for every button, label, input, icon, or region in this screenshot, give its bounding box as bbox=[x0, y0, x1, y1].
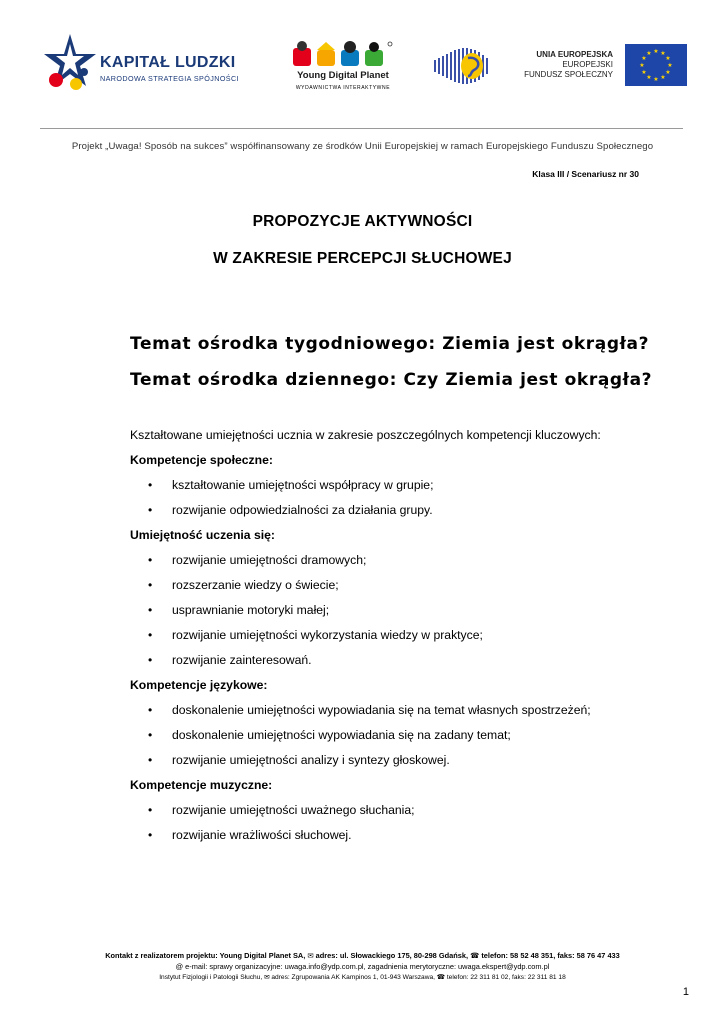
list-item: • rozwijanie wrażliwości słuchowej. bbox=[148, 828, 352, 842]
list-item: • rozwijanie umiejętności analizy i syntezy głoskowej. bbox=[148, 753, 450, 767]
footer-institute-line: Instytut Fizjologii i Patologii Słuchu, ✉ adres: Zgrupowania AK Kampinos 1, 01-943 Warszawa, ☎ telefon: 22 311 81 02, faks: 22 311 81 18 bbox=[159, 974, 566, 981]
kapital-ludzki-star-icon bbox=[42, 32, 98, 98]
svg-text:★: ★ bbox=[646, 50, 652, 57]
class-scenario-label: Klasa III / Scenariusz nr 30 bbox=[532, 169, 639, 179]
svg-text:★: ★ bbox=[667, 62, 673, 69]
eu-line-3: FUNDUSZ SPOŁECZNY bbox=[524, 70, 613, 79]
doc-title-line-2: W ZAKRESIE PERCEPCJI SŁUCHOWEJ bbox=[213, 250, 512, 267]
kapital-ludzki-logo bbox=[42, 32, 257, 98]
svg-text:★: ★ bbox=[665, 69, 671, 76]
page-number: 1 bbox=[682, 986, 689, 998]
ydp-figures-icon bbox=[291, 40, 395, 70]
eu-line-1: UNIA EUROPEJSKA bbox=[536, 50, 613, 59]
intro-text: Kształtowane umiejętności ucznia w zakresie poszczególnych kompetencji kluczowych: bbox=[130, 428, 601, 442]
bullet-icon: • bbox=[148, 653, 153, 667]
list-item: • rozwijanie zainteresowań. bbox=[148, 653, 312, 667]
svg-text:★: ★ bbox=[646, 74, 652, 81]
section-heading: Kompetencje muzyczne: bbox=[130, 778, 273, 792]
list-item: • doskonalenie umiejętności wypowiadania się na zadany temat; bbox=[148, 728, 511, 742]
svg-text:★: ★ bbox=[641, 69, 647, 76]
section-heading: Kompetencje językowe: bbox=[130, 678, 268, 692]
eu-line-2: EUROPEJSKI bbox=[562, 60, 613, 69]
list-item: • kształtowanie umiejętności współpracy w grupie; bbox=[148, 478, 434, 492]
young-digital-planet-logo bbox=[283, 40, 403, 92]
svg-text:★: ★ bbox=[665, 55, 671, 62]
bullet-icon: • bbox=[148, 803, 153, 817]
bullet-icon: • bbox=[148, 628, 153, 642]
bullet-icon: • bbox=[148, 553, 153, 567]
ifps-logo bbox=[432, 46, 492, 86]
topic-weekly: Temat ośrodka tygodniowego: Ziemia jest okrągła? bbox=[130, 334, 650, 354]
bullet-icon: • bbox=[148, 603, 153, 617]
list-item: • usprawnianie motoryki małej; bbox=[148, 603, 330, 617]
bullet-icon: • bbox=[148, 478, 153, 492]
ydp-subtitle: WYDAWNICTWA INTERAKTYWNE bbox=[295, 85, 391, 91]
kapital-ludzki-title: KAPITAŁ LUDZKI bbox=[100, 54, 236, 71]
list-item: • rozszerzanie wiedzy o świecie; bbox=[148, 578, 339, 592]
doc-title-line-1: PROPOZYCJE AKTYWNOŚCI bbox=[252, 213, 473, 230]
svg-text:★: ★ bbox=[639, 62, 645, 69]
list-item: • doskonalenie umiejętności wypowiadania się na temat własnych spostrzeżeń; bbox=[148, 703, 591, 717]
eu-logo bbox=[524, 44, 687, 88]
svg-text:★: ★ bbox=[660, 74, 666, 81]
footer-email-line: @ e-mail: sprawy organizacyjne: uwaga.info@ydp.com.pl, zagadnienia merytoryczne: uwaga.ekspert@ydp.com.pl bbox=[175, 962, 550, 971]
footer-contact-line: Kontakt z realizatorem projektu: Young Digital Planet SA, ✉ adres: ul. Słowackiego 175, 80-298 Gdańsk, ☎ telefon: 58 52 48 351, faks: 58 76 47 433 bbox=[105, 951, 620, 960]
list-item: • rozwijanie umiejętności dramowych; bbox=[148, 553, 367, 567]
eu-text bbox=[524, 50, 613, 80]
section-heading: Umiejętność uczenia się: bbox=[130, 528, 275, 542]
bullet-icon: • bbox=[148, 828, 153, 842]
header-rule bbox=[40, 128, 683, 129]
list-item: • rozwijanie umiejętności wykorzystania wiedzy w praktyce; bbox=[148, 628, 483, 642]
bullet-icon: • bbox=[148, 503, 153, 517]
svg-text:★: ★ bbox=[660, 50, 666, 57]
bullet-icon: • bbox=[148, 703, 153, 717]
ifps-ear-icon bbox=[432, 46, 492, 86]
topic-daily: Temat ośrodka dziennego: Czy Ziemia jest okrągła? bbox=[130, 370, 653, 390]
list-item: • rozwijanie umiejętności uważnego słuchania; bbox=[148, 803, 415, 817]
svg-text:★: ★ bbox=[641, 55, 647, 62]
ydp-name: Young Digital Planet bbox=[297, 70, 389, 81]
section-heading: Kompetencje społeczne: bbox=[130, 453, 273, 467]
bullet-icon: • bbox=[148, 728, 153, 742]
list-item: • rozwijanie odpowiedzialności za działania grupy. bbox=[148, 503, 433, 517]
project-line: Projekt „Uwaga! Sposób na sukces” współfinansowany ze środków Unii Europejskiej w ramach Europejskiego Funduszu Społecznego bbox=[71, 141, 654, 152]
svg-text:★: ★ bbox=[653, 76, 659, 83]
eu-flag-icon bbox=[625, 44, 687, 86]
kapital-ludzki-subtitle: NARODOWA STRATEGIA SPÓJNOŚCI bbox=[100, 74, 239, 83]
svg-text:★: ★ bbox=[653, 48, 659, 55]
bullet-icon: • bbox=[148, 578, 153, 592]
bullet-icon: • bbox=[148, 753, 153, 767]
